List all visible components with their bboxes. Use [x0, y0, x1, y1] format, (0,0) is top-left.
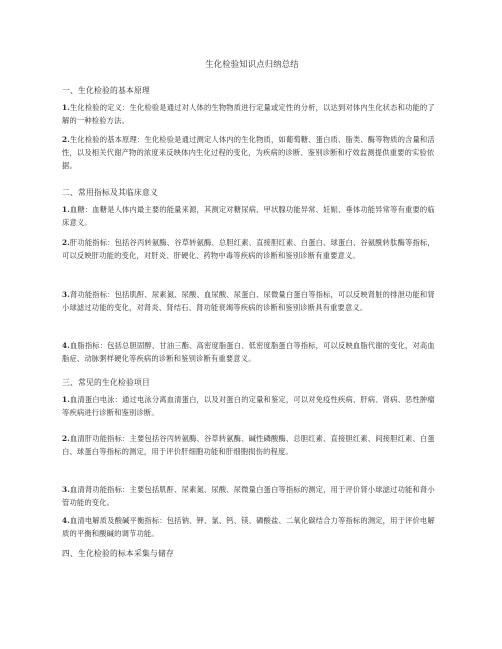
paragraph: [62, 339, 442, 365]
paragraph: [62, 101, 442, 127]
paragraph: [62, 288, 442, 314]
item-number: 1.: [62, 103, 70, 112]
paragraph-text: 血脂指标：包括总胆固醇、甘油三酯、高密度脂蛋白、低密度脂蛋白等指标，可以反映血脂代谢的变化，对高血脂症、动脉粥样硬化等疾病的诊断和鉴别诊断有重要意义。: [62, 341, 435, 363]
paragraph-text: 肝功能指标：包括谷丙转氨酶、谷草转氨酶、总胆红素、直接胆红素、白蛋白、球蛋白、谷氨酰转肽酶等指标，可以反映肝功能的变化，对肝炎、肝硬化、药物中毒等疾病的诊断和鉴别诊断有重要意义。: [62, 238, 435, 260]
paragraph: [62, 514, 442, 540]
item-number: 4.: [62, 341, 70, 350]
paragraph-text: 血清蛋白电泳：通过电泳分离血清蛋白，以及对蛋白的定量和鉴定，可以对免疫性疾病、肝病、肾病、恶性肿瘤等疾病进行诊断和鉴别诊断。: [62, 395, 435, 417]
paragraph-text: 生化检验的定义：生化检验是通过对人体的生物物质进行定量或定性的分析，以达到对体内生化状态和功能的了解的一种检验方法。: [62, 103, 435, 125]
item-number: 2.: [62, 434, 70, 443]
section-heading: 四、生化检验的标本采集与储存: [62, 549, 174, 558]
item-number: 1.: [62, 395, 70, 404]
section-heading: 一、生化检验的基本原理: [62, 86, 150, 95]
paragraph-text: 血清电解质及酸碱平衡指标：包括钠、钾、氯、钙、镁、磷酸盐、二氧化碳结合力等指标的测定，用于评价电解质的平衡和酸碱的调节功能。: [62, 516, 435, 538]
paragraph: [62, 236, 442, 262]
document-title: 生化检验知识点归纳总结: [205, 59, 299, 69]
paragraph: [62, 483, 442, 509]
item-number: 4.: [62, 516, 70, 525]
paragraph-text: 血清肾功能指标：主要包括肌酐、尿素氮、尿酸、尿微量白蛋白等指标的测定，用于评价肾小球滤过功能和肾小管功能的变化。: [62, 485, 435, 507]
paragraph: [62, 203, 442, 229]
paragraph-text: 血清肝功能指标：主要包括谷丙转氨酶、谷草转氨酶、碱性磷酸酶、总胆红素、直接胆红素、间接胆红素、白蛋白、球蛋白等指标的测定，用于评价肝细胞功能和肝细胞损伤的程度。: [62, 434, 435, 456]
item-number: 3.: [62, 485, 70, 494]
item-number: 2.: [62, 238, 70, 247]
item-number: 1.: [62, 205, 70, 214]
section-heading: 三、常见的生化检验项目: [62, 378, 150, 387]
section-heading: 二、常用指标及其临床意义: [62, 188, 158, 197]
paragraph: [62, 393, 442, 419]
paragraph: [62, 432, 442, 458]
paragraph-text: 肾功能指标：包括肌酐、尿素氮、尿酸、血尿酸、尿蛋白、尿微量白蛋白等指标，可以反映肾脏的排泄功能和肾小球滤过功能的变化，对肾炎、肾结石、肾功能衰竭等疾病的诊断和鉴别诊断具有重要意义。: [62, 290, 435, 312]
item-number: 3.: [62, 290, 70, 299]
paragraph: [62, 133, 442, 172]
paragraph-text: 血糖：血糖是人体内最主要的能量来源，其测定对糖尿病、甲状腺功能异常、妊娠、垂体功能异常等有重要的临床意义。: [62, 205, 435, 227]
item-number: 2.: [62, 135, 70, 144]
paragraph-text: 生化检验的基本原理：生化检验是通过测定人体内的生化物质，如葡萄糖、蛋白质、脂类、酶等物质的含量和活性，以及相关代谢产物的浓度来反映体内生化过程的变化，为疾病的诊断、鉴别诊断和疗效监测提供重要的实验依据。: [62, 135, 435, 170]
